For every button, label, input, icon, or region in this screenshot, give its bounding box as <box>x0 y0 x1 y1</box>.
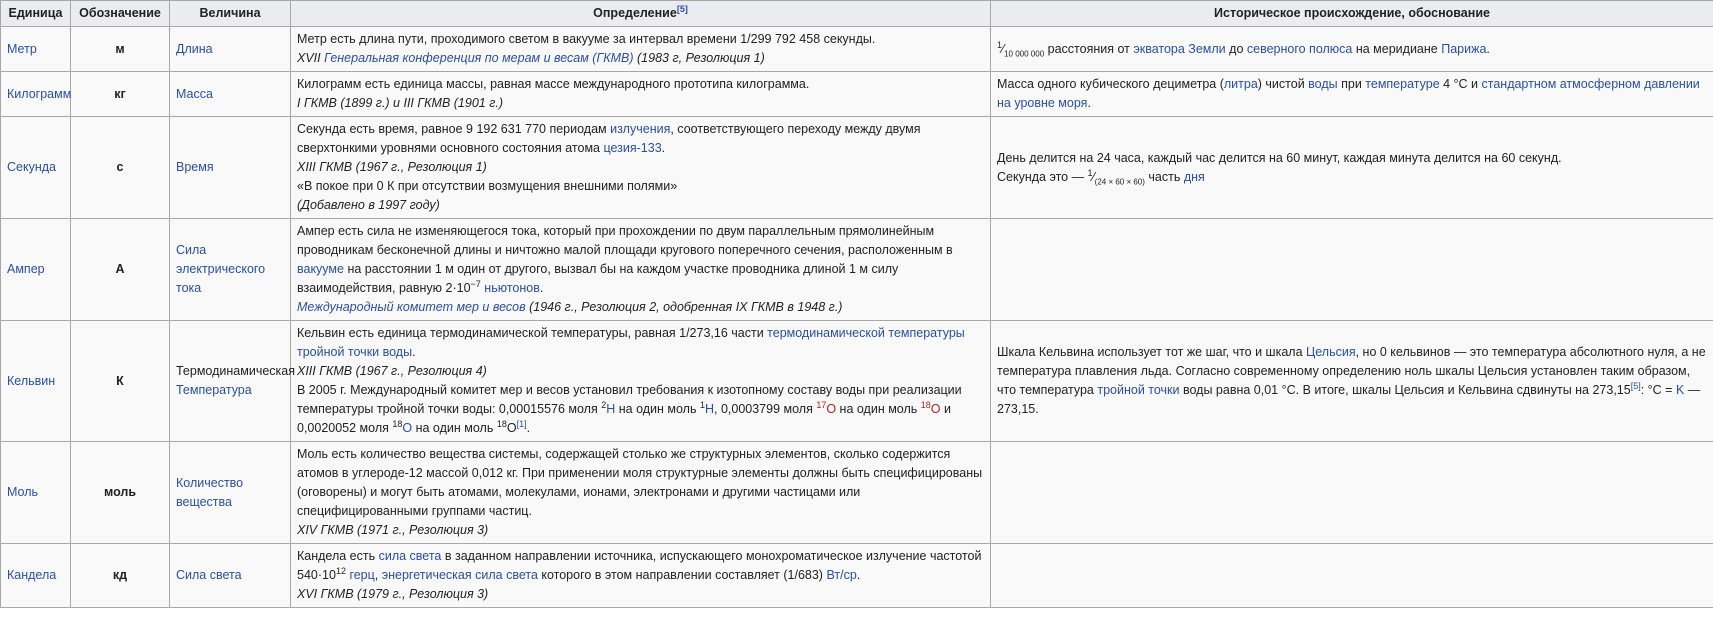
cipm-link[interactable]: Международный комитет мер и весов <box>297 300 526 314</box>
quantity-link[interactable]: Длина <box>176 41 213 56</box>
history-text: часть <box>1144 169 1184 184</box>
resolution-text <box>297 300 842 314</box>
hertz-link[interactable]: герц <box>349 568 375 582</box>
earth-link[interactable]: Земли <box>1188 41 1226 56</box>
unit-cell <box>1 544 71 608</box>
definition-cell <box>291 117 991 219</box>
history-cell: День делится на 24 часа, каждый час делится на 60 минут, каждая минута делится на 60 секунд. Секунда это — $^1⁄_{(24 \times 60 \times 60)}$ часть дня <box>991 117 1713 219</box>
isotope-link[interactable]: O <box>826 402 837 416</box>
gkmv-link[interactable]: Генеральная конференция по мерам и весам (ГКМВ) <box>324 51 634 65</box>
header-symbol: Обозначение <box>71 1 170 27</box>
unit-link[interactable]: Метр <box>7 41 37 56</box>
kelvin-link[interactable]: K <box>1675 383 1685 397</box>
resolution-text: I ГКМВ (1899 г.) и III ГКМВ (1901 г.) <box>297 96 503 110</box>
resolution-suffix: (1946 г., Резолюция 2, одобренная IX ГКМВ в 1948 г.) <box>525 300 843 314</box>
table-row <box>1 219 1713 321</box>
header-history: Историческое происхождение, обоснование <box>991 1 1713 27</box>
quantity-link[interactable]: Температура <box>176 383 252 397</box>
unit-link[interactable]: Кандела <box>7 568 57 582</box>
history-text: при <box>1337 77 1366 91</box>
ref-link[interactable]: [5] <box>676 3 688 14</box>
symbol-cell: моль <box>71 442 170 544</box>
fraction-numerator: 1 <box>1087 167 1093 178</box>
table-row <box>1 321 1713 442</box>
unit-cell <box>1 321 71 442</box>
history-cell <box>991 72 1713 117</box>
definition-cell <box>291 544 991 608</box>
definition-text: Секунда есть время, равное 9 192 631 770 периодам <box>297 122 611 136</box>
resolution-text: XVI ГКМВ (1979 г., Резолюция 3) <box>297 587 489 601</box>
resolution-text <box>297 51 765 65</box>
history-text: Секунда это — <box>997 169 1088 184</box>
definition-text: , 0,0003799 моля <box>714 402 817 416</box>
definition-text: . <box>412 345 416 359</box>
unit-link[interactable]: Моль <box>7 485 39 499</box>
history-text: : °C = <box>1640 383 1676 397</box>
definition-text: Ампер есть сила не изменяющегося тока, который при прохождении по двум параллельным прямолинейным проводникам бесконечной длины и ничтожно малой площади кругового поперечного сечения, расположенным в <box>297 224 953 257</box>
history-text: — 273,15. <box>997 383 1701 416</box>
quantity-cell <box>170 72 291 117</box>
equator-link[interactable]: экватора <box>1133 41 1185 56</box>
definition-cell <box>291 72 991 117</box>
symbol-cell: кг <box>71 72 170 117</box>
definition-text: В 2005 г. Международный комитет мер и весов установил требования к изотопному составу воды при реализации температуры тройной точки воды: 0,00015576 моля <box>297 383 962 416</box>
unit-link[interactable]: Кельвин <box>7 373 56 388</box>
quantity-link[interactable]: Время <box>176 160 214 174</box>
history-text: до <box>1225 41 1247 56</box>
quantity-link[interactable]: Сила света <box>176 568 242 582</box>
history-text: . <box>1486 41 1490 56</box>
quantity-link[interactable]: Сила электрического тока <box>176 243 266 295</box>
history-cell <box>991 442 1713 544</box>
isotope-mass: 2 <box>601 399 607 410</box>
north-pole-link[interactable]: северного полюса <box>1246 41 1353 56</box>
isotope-link[interactable]: H <box>704 402 714 416</box>
quantity-link[interactable]: Масса <box>176 86 213 101</box>
celsius-link[interactable]: Цельсия <box>1306 345 1356 359</box>
standard-pressure-link[interactable]: стандартном атмосферном давлении на уровне моря <box>997 77 1700 110</box>
resolution-prefix: XVII <box>297 51 325 65</box>
history-text: Масса одного кубического дециметра ( <box>997 77 1224 91</box>
newton-link[interactable]: ньютонов <box>484 281 540 295</box>
quantity-cell <box>170 544 291 608</box>
history-text: . <box>1087 96 1091 110</box>
table-row <box>1 72 1713 117</box>
radiant-intensity-link[interactable]: энергетическая сила света <box>381 568 538 582</box>
header-definition <box>291 1 991 27</box>
ref-link[interactable]: [5] <box>1630 380 1641 391</box>
thermo-temp-link[interactable]: термодинамической температуры <box>767 326 965 340</box>
definition-text: Моль есть количество вещества системы, содержащей столько же структурных элементов, сколько содержится атомов в углероде-12 массой 0,012 кг. При применении моля структурные элементы должны быть специфицированы (оговорены) и могут быть атомами, молекулами, ионами, электронами и другими частицами или специфицированными группами частиц. <box>297 447 983 518</box>
water-link[interactable]: воды <box>1308 77 1338 91</box>
table-row <box>1 442 1713 544</box>
isotope-link[interactable]: H <box>606 402 616 416</box>
definition-text: Кандела есть <box>297 549 379 563</box>
quantity-cell <box>170 27 291 72</box>
definition-text: на один моль <box>615 402 700 416</box>
history-cell <box>991 544 1713 608</box>
unit-link[interactable]: Ампер <box>7 262 45 276</box>
definition-cell <box>291 442 991 544</box>
unit-cell <box>1 27 71 72</box>
luminous-intensity-link[interactable]: сила света <box>378 549 442 563</box>
unit-cell <box>1 117 71 219</box>
definition-text: на один моль <box>412 421 497 435</box>
symbol-cell: А <box>71 219 170 321</box>
definition-text: . <box>856 568 861 582</box>
fraction-denominator: (24 × 60 × 60) <box>1094 177 1145 186</box>
definition-text: и 0,0020052 моля <box>297 402 951 435</box>
quantity-cell <box>170 117 291 219</box>
isotope-mass: 18 <box>392 418 403 429</box>
quantity-link[interactable]: Количество вещества <box>176 475 244 509</box>
resolution-text: XIII ГКМВ (1967 г., Резолюция 4) <box>297 364 487 378</box>
definition-cell <box>291 321 991 442</box>
symbol-cell: кд <box>71 544 170 608</box>
table-row <box>1 117 1713 219</box>
history-cell <box>991 219 1713 321</box>
vacuum-link[interactable]: вакууме <box>297 262 344 276</box>
fraction-denominator: 10 000 000 <box>1004 49 1045 58</box>
definition-text: в заданном направлении источника, испускающего монохроматическое излучение частотой 540·10 <box>297 549 982 582</box>
definition-text: . <box>526 421 531 435</box>
isotope-mass: 1 <box>699 399 705 410</box>
isotope-mass: 18 <box>496 418 507 429</box>
definition-added: (Добавлено в 1997 году) <box>297 198 440 212</box>
caesium-link[interactable]: цезия-133 <box>603 141 662 155</box>
history-cell <box>991 321 1713 442</box>
definition-text: . <box>539 281 544 295</box>
exponent: 12 <box>335 565 346 576</box>
history-text: Шкала Кельвина использует тот же шаг, что и шкала <box>997 345 1306 359</box>
quantity-cell <box>170 219 291 321</box>
isotope-mass: 18 <box>920 399 931 410</box>
definition-cell <box>291 27 991 72</box>
isotope-mass: 17 <box>816 399 827 410</box>
temperature-link[interactable]: температуре <box>1365 77 1440 91</box>
definition-text: Килограмм есть единица массы, равная массе международного прототипа килограмма. <box>297 77 810 91</box>
header-quantity: Величина <box>170 1 291 27</box>
exponent: −7 <box>470 278 481 289</box>
header-row <box>1 1 1713 27</box>
definition-note: «В покое при 0 К при отсутствии возмущения внешними полями» <box>297 179 678 193</box>
history-text: воды равна 0,01 °C. В итоге, шкалы Цельсия и Кельвина сдвинуты на 273,15 <box>1179 383 1631 397</box>
radiation-link[interactable]: излучения <box>610 122 671 136</box>
definition-text: , соответствующего переходу между двумя сверхтонкими уровнями основного состояния атома <box>297 122 921 155</box>
definition-text: на расстоянии 1 м один от другого, вызвал бы на каждом участке проводника длиной 1 м силу взаимодействия, равную 2·10 <box>297 262 899 295</box>
isotope-symbol: O <box>506 421 517 435</box>
history-text: на меридиане <box>1352 41 1442 56</box>
definition-text: . <box>661 141 666 155</box>
resolution-suffix: (1983 г, Резолюция 1) <box>633 51 765 65</box>
quantity-cell <box>170 321 295 442</box>
resolution-text: XIII ГКМВ (1967 г., Резолюция 1) <box>297 160 487 174</box>
history-text: День делится на 24 часа, каждый час делится на 60 минут, каждая минута делится на 60 секунд. <box>997 150 1562 165</box>
symbol-cell: К <box>71 321 170 442</box>
table-row <box>1 544 1713 608</box>
definition-text: на один моль <box>836 402 921 416</box>
history-text: расстояния от <box>1044 41 1134 56</box>
definition-text: , <box>374 568 382 582</box>
fraction-numerator: 1 <box>997 39 1003 50</box>
resolution-text: XIV ГКМВ (1971 г., Резолюция 3) <box>297 523 489 537</box>
quantity-text: Термодинамическая <box>176 364 295 378</box>
header-definition-label: Определение <box>593 6 677 20</box>
history-cell: $^1⁄_{10 000 000}$ расстояния от экватора Земли до северного полюса на меридиане Парижа. <box>991 27 1713 72</box>
history-text: ) чистой <box>1257 77 1309 91</box>
isotope-link[interactable]: O <box>930 402 941 416</box>
isotope-link[interactable]: O <box>402 421 413 435</box>
unit-cell <box>1 219 71 321</box>
symbol-cell: м <box>71 27 170 72</box>
symbol-cell: с <box>71 117 170 219</box>
litre-link[interactable]: литра <box>1223 77 1258 91</box>
unit-link[interactable]: Килограмм <box>7 86 72 101</box>
definition-cell <box>291 219 991 321</box>
table-row <box>1 27 1713 72</box>
history-text: 4 °C и <box>1439 77 1482 91</box>
definition-text: которого в этом направлении составляет (1/683) <box>537 568 827 582</box>
header-unit: Единица <box>1 1 71 27</box>
history-text: , но 0 кельвинов — это температура абсолютного нуля, а не температура плавления льда. Согласно современному определению ноль шкалы Цельсия установлен таким образом, что температура <box>997 345 1706 397</box>
watt-per-sr-link[interactable]: Вт/ср <box>826 568 857 582</box>
unit-cell <box>1 442 71 544</box>
triple-point-link[interactable]: тройной точки воды <box>297 345 413 359</box>
unit-link[interactable]: Секунда <box>7 160 56 174</box>
day-link[interactable]: дня <box>1183 169 1205 184</box>
ref-link[interactable]: [1] <box>516 418 527 429</box>
definition-text: Метр есть длина пути, проходимого светом в вакууме за интервал времени 1/299 792 458 секунды. <box>297 32 876 46</box>
definition-text: Кельвин есть единица термодинамической температуры, равная 1/273,16 части <box>297 326 768 340</box>
paris-link[interactable]: Парижа <box>1441 41 1487 56</box>
unit-cell <box>1 72 71 117</box>
triple-point-link[interactable]: тройной точки <box>1097 383 1180 397</box>
quantity-cell <box>170 442 291 544</box>
